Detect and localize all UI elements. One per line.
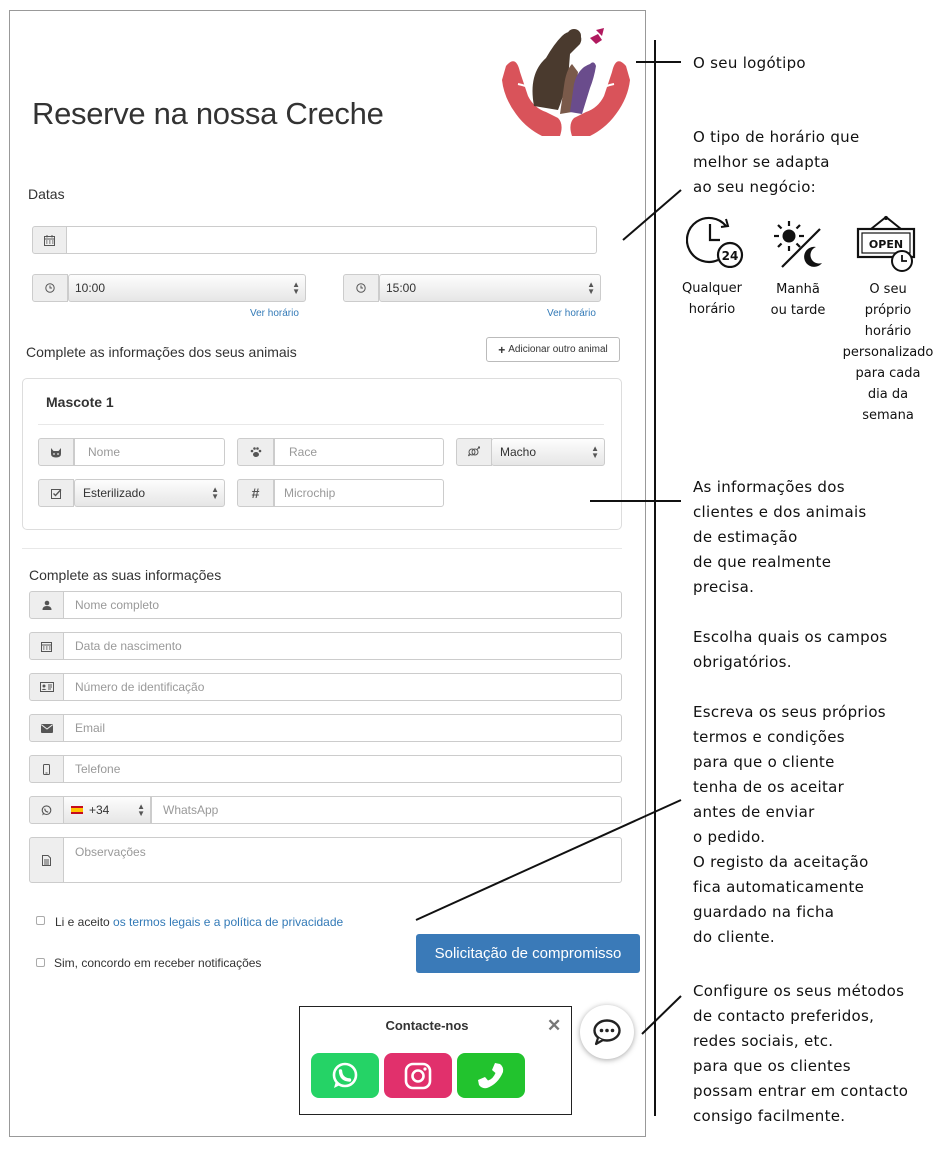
annotation-line: obrigatórios. — [693, 653, 792, 671]
time-end-value: 15:00 — [386, 281, 417, 295]
plus-icon: + — [498, 342, 506, 357]
annotation-line: consigo facilmente. — [693, 1107, 846, 1125]
annotation-line: para que os clientes — [693, 1057, 851, 1075]
caption-morning-afternoon — [762, 279, 834, 321]
pet-name-input[interactable]: Nome — [74, 438, 225, 466]
annotation-line: possam entrar em contacto — [693, 1082, 909, 1100]
see-schedule-link-2[interactable]: Ver horário — [547, 308, 596, 319]
annotation-line: O tipo de horário que — [693, 128, 860, 146]
caption-custom-schedule — [835, 279, 941, 426]
caption-line: Qualquer — [682, 281, 742, 296]
email-input[interactable]: Email — [63, 714, 622, 742]
hash-icon: # — [251, 485, 260, 501]
caption-line: O seu — [869, 282, 907, 297]
annotation-schedule — [693, 125, 860, 200]
animals-section-label: Complete as informações dos seus animais — [26, 344, 297, 360]
terms-prefix: Li e aceito — [55, 915, 114, 929]
open-sign-label: OPEN — [868, 238, 904, 251]
your-info-label: Complete as suas informações — [29, 567, 222, 583]
annotation-line: Escolha quais os campos — [693, 628, 888, 646]
annotation-line: o pedido. — [693, 828, 766, 846]
annotation-line: do cliente. — [693, 928, 775, 946]
annotation-line: para que o cliente — [693, 753, 835, 771]
caption-line: próprio — [864, 303, 912, 318]
caption-line: ou tarde — [770, 303, 826, 318]
select-arrows-icon: ▲ ▼ — [211, 485, 219, 501]
sex-value: Macho — [500, 445, 537, 459]
sun-moon-icon — [772, 219, 826, 271]
caption-any-time — [674, 278, 750, 320]
id-number-input[interactable]: Número de identificação — [63, 673, 622, 701]
country-code-value: +34 — [89, 803, 110, 817]
sterilized-value: Esterilizado — [83, 486, 146, 500]
annotation-line: precisa. — [693, 578, 755, 596]
annotation-line: de contacto preferidos, — [693, 1007, 875, 1025]
see-schedule-link-1[interactable]: Ver horário — [250, 308, 299, 319]
annotation-line: antes de enviar — [693, 803, 815, 821]
observations-textarea[interactable]: Observações — [63, 837, 622, 883]
annotation-line: ao seu negócio: — [693, 178, 817, 196]
annotation-line: fica automaticamente — [693, 878, 865, 896]
annotation-line: melhor se adapta — [693, 153, 830, 171]
add-animal-label: Adicionar outro animal — [508, 344, 608, 355]
whatsapp-input[interactable]: WhatsApp — [151, 796, 622, 824]
close-icon[interactable]: ✕ — [547, 1016, 562, 1035]
phone-input[interactable]: Telefone — [63, 755, 622, 783]
annotation-logo: O seu logótipo — [693, 54, 806, 72]
annotation-line: As informações dos — [693, 478, 845, 496]
caption-line: horário — [688, 302, 736, 317]
dates-label: Datas — [28, 186, 65, 202]
page-title: Reserve na nossa Creche — [32, 96, 384, 131]
notifications-label: Sim, concordo em receber notificações — [54, 956, 262, 970]
pet-card-title: Mascote 1 — [46, 394, 114, 410]
annotation-line: termos e condições — [693, 728, 845, 746]
annotation-line: O registo da aceitação — [693, 853, 869, 871]
annotation-line: Escreva os seus próprios — [693, 703, 886, 721]
annotation-spacer — [693, 600, 888, 625]
open-sign-icon — [855, 215, 917, 273]
select-arrows-icon: ▲ ▼ — [137, 802, 145, 818]
annotation-line: redes sociais, etc. — [693, 1032, 834, 1050]
caption-line: para cada — [855, 366, 921, 381]
annotation-info — [693, 475, 888, 950]
clock-24-label: 24 — [721, 249, 739, 263]
annotation-line: guardado na ficha — [693, 903, 835, 921]
annotation-spacer — [693, 675, 888, 700]
clock-24-icon — [686, 214, 744, 268]
time-start-value: 10:00 — [75, 281, 106, 295]
contact-widget-title: Contacte-nos — [385, 1018, 469, 1033]
microchip-input[interactable]: Microchip — [274, 479, 444, 507]
full-name-input[interactable]: Nome completo — [63, 591, 622, 619]
annotation-line: de que realmente — [693, 553, 832, 571]
pointer-schedule — [623, 190, 681, 240]
terms-link[interactable]: os termos legais e a política de privacidade — [113, 915, 344, 929]
select-arrows-icon: ▲ ▼ — [591, 444, 599, 460]
caption-line: horário — [864, 324, 912, 339]
annotation-line: Configure os seus métodos — [693, 982, 905, 1000]
caption-line: dia da — [867, 387, 909, 402]
pointer-contact — [642, 996, 681, 1034]
annotation-line: clientes e dos animais — [693, 503, 867, 521]
caption-line: personalizado — [842, 345, 934, 360]
pointer-terms — [416, 800, 681, 920]
caption-line: Manhã — [776, 282, 820, 297]
birth-date-input[interactable]: Data de nascimento — [63, 632, 622, 660]
annotation-line: tenha de os aceitar — [693, 778, 845, 796]
race-input[interactable]: Race — [274, 438, 444, 466]
annotation-contact — [693, 979, 908, 1129]
caption-line: semana — [862, 408, 914, 423]
submit-request-button[interactable]: Solicitação de compromisso — [416, 934, 640, 973]
select-arrows-icon: ▲ ▼ — [292, 280, 300, 296]
select-arrows-icon: ▲ ▼ — [587, 280, 595, 296]
annotation-line: de estimação — [693, 528, 798, 546]
